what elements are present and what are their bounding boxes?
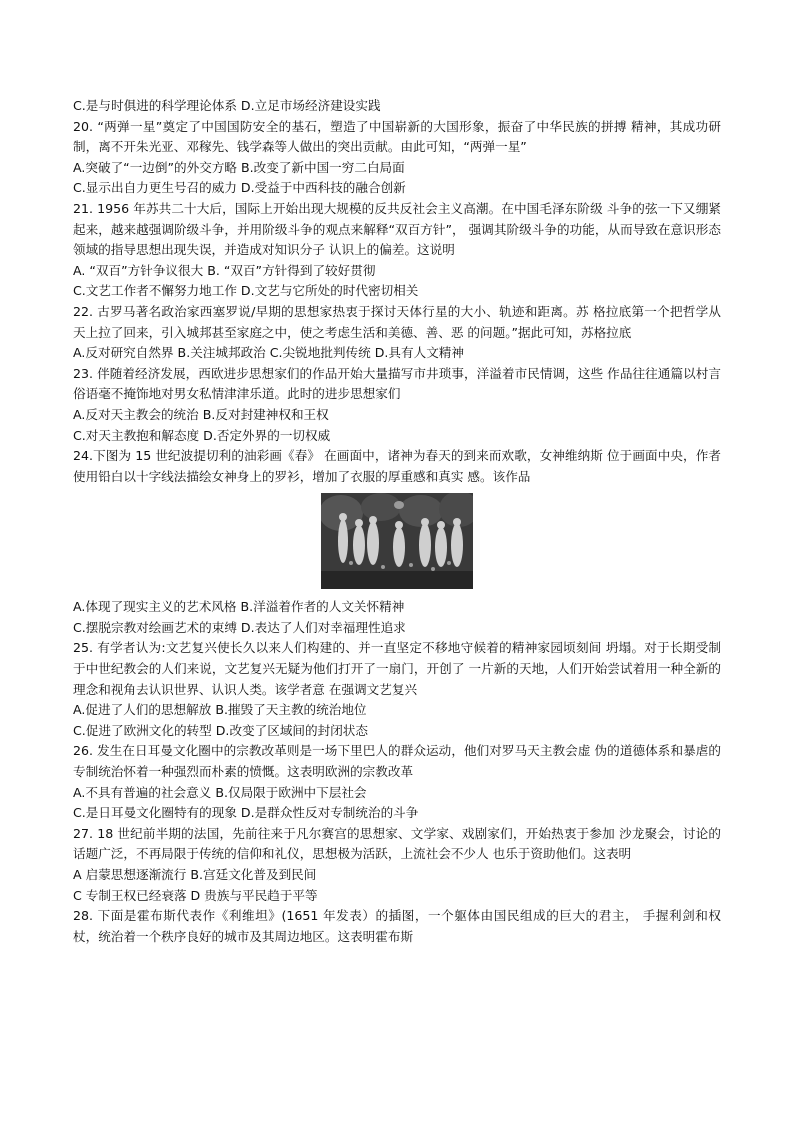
q20-options-cd: C.显示出自力更生号召的威力 D.受益于中西科技的融合创新 bbox=[73, 180, 406, 196]
q27-stem: 27. 18 世纪前半期的法国，先前往来于凡尔赛宫的思想家、文学家、戏剧家们，开始热衷于参加 沙龙聚会，讨论的话题广泛，不再局限于传统的信仰和礼仪，思想极为活跃，上流社会不少人 也乐于资助他们。这表明 bbox=[73, 825, 721, 862]
exam-page bbox=[73, 96, 721, 947]
q21-stem: 21. 1956 年苏共二十大后，国际上开始出现大规模的反共反社会主义高潮。在中国毛泽东阶级 斗争的弦一下又绷紧起来，越来越强调阶级斗争，并用阶级斗争的观点来解释“双百方针”， 强调其阶级斗争的功能，从而导致在意识形态领域的指导思想出现失误，并造成对知识分子 认识上的偏差。这说明 bbox=[73, 200, 721, 258]
q22-options: A.反对研究自然界 B.关注城邦政治 C.尖锐地批判传统 D.具有人文精神 bbox=[73, 345, 464, 361]
q26-options-ab: A.不具有普遍的社会意义 B.仅局限于欧洲中下层社会 bbox=[73, 784, 367, 800]
q26-stem: 26. 发生在日耳曼文化圈中的宗教改革则是一场下里巴人的群众运动，他们对罗马天主教会虚 伪的道德体系和暴虐的专制统治怀着一种强烈而朴素的愤慨。这表明欧洲的宗教改革 bbox=[73, 743, 721, 780]
q19-options-cd: C.是与时俱进的科学理论体系 D.立足市场经济建设实践 bbox=[73, 98, 381, 113]
q21-options-ab: A. “双百”方针争议很大 B. “双百”方针得到了较好贯彻 bbox=[73, 262, 376, 278]
q28-stem: 28. 下面是霍布斯代表作《利维坦》(1651 年发表）的插图，一个躯体由国民组成的巨大的君主， 手握利剑和权杖，统治着一个秩序良好的城市及其周边地区。这表明霍布斯 bbox=[73, 908, 721, 944]
q20-options-ab: A.突破了“一边倒”的外交方略 B.改变了新中国一穷二白局面 bbox=[73, 159, 405, 175]
q23-stem: 23. 伴随着经济发展，西欧进步思想家们的作品开始大量描写市井琐事，洋溢着市民情调，这些 作品往往通篇以村言俗语毫不掩饰地对男女私情津津乐道。此时的进步思想家们 bbox=[73, 365, 721, 402]
q24-options-cd: C.摆脱宗教对绘画艺术的束缚 D.表达了人们对幸福理性追求 bbox=[73, 619, 406, 635]
q23-options-cd: C.对天主教抱和解态度 D.否定外界的一切权威 bbox=[73, 427, 331, 443]
q26-options-cd: C.是日耳曼文化圈特有的现象 D.是群众性反对专制统治的斗争 bbox=[73, 805, 419, 821]
q22-stem: 22. 古罗马著名政治家西塞罗说/早期的思想家热衷于探讨天体行星的大小、轨迹和距离。苏 格拉底第一个把哲学从天上拉了回来，引入城邦甚至家庭之中，使之考虑生活和美德、善、恶 的问题。”据此可知，苏格拉底 bbox=[73, 303, 721, 340]
q24-options-ab: A.体现了现实主义的艺术风格 B.洋溢着作者的人文关怀精神 bbox=[73, 599, 405, 615]
q27-options-cd: C 专制王权已经衰落 D 贵族与平民趋于平等 bbox=[73, 887, 318, 903]
q24-stem: 24.下图为 15 世纪波提切利的油彩画《春》 在画面中，诸神为春天的到来而欢歌，女神维纳斯 位于画面中央，作者使用铅白以十字线法描绘女神身上的罗衫，增加了衣服的厚重感和真实 感。该作品 bbox=[73, 448, 721, 484]
q20-stem: 20. “两弹一星”奠定了中国国防安全的基石，塑造了中国崭新的大国形象，振奋了中华民族的拼搏 精神，其成功研制，离不开朱光亚、邓稼先、钱学森等人做出的突出贡献。由此可知，“两弹一星” bbox=[73, 118, 721, 155]
q23-options-ab: A.反对天主教会的统治 B.反对封建神权和王权 bbox=[73, 406, 329, 422]
q27-options-ab: A 启蒙思想逐渐流行 B.宫廷文化普及到民间 bbox=[73, 867, 317, 882]
q25-stem: 25. 有学者认为:文艺复兴使长久以来人们构建的、并一直坚定不移地守候着的精神家园顷刻间 坍塌。对于长期受制于中世纪教会的人们来说，文艺复兴无疑为他们打开了一扇门，开创了 一片新的天地，人们开始尝试着用一种全新的理念和视角去认识世界、认识人类。该学者意 在强调文艺复兴 bbox=[73, 640, 721, 697]
q25-options-cd: C.促进了欧洲文化的转型 D.改变了区域间的封闭状态 bbox=[73, 722, 368, 738]
primavera-painting bbox=[321, 493, 473, 589]
primavera-figure bbox=[73, 489, 721, 593]
painting-illustration bbox=[321, 493, 473, 589]
q25-options-ab: A.促进了人们的思想解放 B.摧毁了天主教的统治地位 bbox=[73, 702, 367, 718]
q21-options-cd: C.文艺工作者不懈努力地工作 D.文艺与它所处的时代密切相关 bbox=[73, 283, 419, 299]
